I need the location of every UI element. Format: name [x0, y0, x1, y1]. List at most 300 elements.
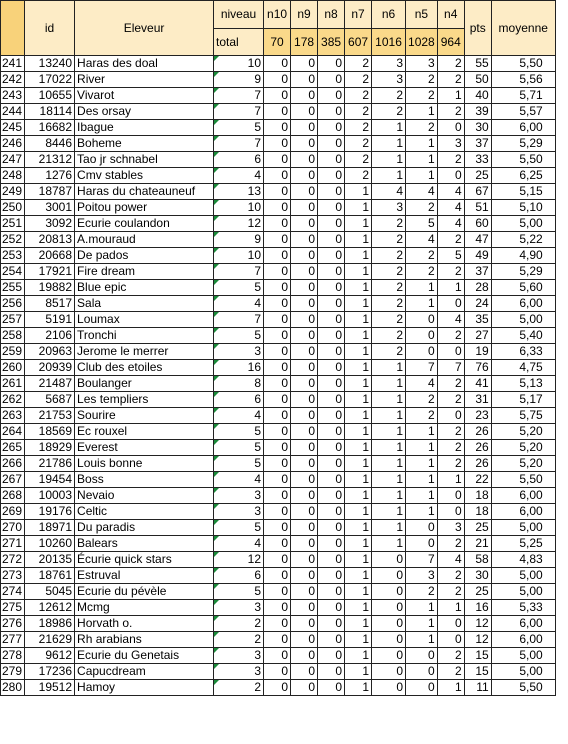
n5-cell[interactable]: 2: [406, 72, 438, 88]
n5-cell[interactable]: 4: [406, 232, 438, 248]
breeder-id[interactable]: 1276: [25, 168, 75, 184]
n5-cell[interactable]: 0: [406, 664, 438, 680]
n10-cell[interactable]: 0: [264, 584, 291, 600]
niveau-cell[interactable]: [214, 424, 264, 440]
n10-cell[interactable]: 0: [264, 168, 291, 184]
n10-cell[interactable]: 0: [264, 296, 291, 312]
n5-cell[interactable]: 1: [406, 632, 438, 648]
breeder-name[interactable]: Haras des doal: [75, 56, 214, 72]
niveau-cell[interactable]: [214, 664, 264, 680]
breeder-name[interactable]: Sala: [75, 296, 214, 312]
n4-cell[interactable]: 2: [437, 456, 464, 472]
breeder-name[interactable]: Les templiers: [75, 392, 214, 408]
n4-cell[interactable]: 0: [437, 344, 464, 360]
n6-cell[interactable]: 3: [372, 56, 406, 72]
niveau-cell[interactable]: [214, 472, 264, 488]
row-number[interactable]: 277: [1, 632, 25, 648]
pts-cell[interactable]: 35: [464, 312, 491, 328]
row-number[interactable]: 247: [1, 152, 25, 168]
n8-cell[interactable]: 0: [318, 456, 345, 472]
n4-cell[interactable]: 0: [437, 616, 464, 632]
n8-cell[interactable]: 0: [318, 616, 345, 632]
n10-cell[interactable]: 0: [264, 264, 291, 280]
moyenne-cell[interactable]: 5,00: [491, 216, 555, 232]
n5-cell[interactable]: 2: [406, 408, 438, 424]
n9-cell[interactable]: 0: [291, 408, 318, 424]
breeder-id[interactable]: 17236: [25, 664, 75, 680]
n8-cell[interactable]: 0: [318, 536, 345, 552]
n4-cell[interactable]: 2: [437, 648, 464, 664]
n9-cell[interactable]: 0: [291, 296, 318, 312]
pts-cell[interactable]: 15: [464, 648, 491, 664]
n10-cell[interactable]: 0: [264, 632, 291, 648]
n8-cell[interactable]: 0: [318, 392, 345, 408]
n7-cell[interactable]: 1: [345, 296, 372, 312]
n6-header[interactable]: n6: [372, 1, 406, 29]
n7-cell[interactable]: 1: [345, 184, 372, 200]
n6-cell[interactable]: 2: [372, 312, 406, 328]
n7-cell[interactable]: 1: [345, 568, 372, 584]
breeder-name[interactable]: Cmv stables: [75, 168, 214, 184]
pts-cell[interactable]: 37: [464, 136, 491, 152]
n8-cell[interactable]: 0: [318, 584, 345, 600]
breeder-id[interactable]: 21786: [25, 456, 75, 472]
breeder-name[interactable]: Mcmg: [75, 600, 214, 616]
breeder-id[interactable]: 8446: [25, 136, 75, 152]
breeder-id[interactable]: 13240: [25, 56, 75, 72]
moyenne-cell[interactable]: 5,40: [491, 328, 555, 344]
breeder-id[interactable]: 17921: [25, 264, 75, 280]
n10-cell[interactable]: 0: [264, 488, 291, 504]
niveau-cell[interactable]: [214, 280, 264, 296]
n6-cell[interactable]: 1: [372, 392, 406, 408]
n9-cell[interactable]: 0: [291, 648, 318, 664]
n8-cell[interactable]: 0: [318, 600, 345, 616]
n6-cell[interactable]: 1: [372, 360, 406, 376]
pts-cell[interactable]: 55: [464, 56, 491, 72]
n10-cell[interactable]: 0: [264, 216, 291, 232]
breeder-name[interactable]: Ecurie du Genetais: [75, 648, 214, 664]
niveau-cell[interactable]: [214, 488, 264, 504]
n5-cell[interactable]: 0: [406, 344, 438, 360]
pts-cell[interactable]: 16: [464, 600, 491, 616]
pts-cell[interactable]: 60: [464, 216, 491, 232]
breeder-name[interactable]: Poitou power: [75, 200, 214, 216]
n5-cell[interactable]: 0: [406, 680, 438, 696]
n5-cell[interactable]: 4: [406, 376, 438, 392]
n8-cell[interactable]: 0: [318, 440, 345, 456]
n8-cell[interactable]: 0: [318, 200, 345, 216]
n10-cell[interactable]: 0: [264, 280, 291, 296]
n8-cell[interactable]: 0: [318, 328, 345, 344]
n9-cell[interactable]: 0: [291, 616, 318, 632]
n8-cell[interactable]: 0: [318, 520, 345, 536]
n7-cell[interactable]: 2: [345, 152, 372, 168]
n10-cell[interactable]: 0: [264, 424, 291, 440]
breeder-name[interactable]: Nevaio: [75, 488, 214, 504]
n6-cell[interactable]: 2: [372, 344, 406, 360]
pts-cell[interactable]: 25: [464, 584, 491, 600]
n4-header[interactable]: n4: [437, 1, 464, 29]
n5-cell[interactable]: 1: [406, 616, 438, 632]
n9-cell[interactable]: 0: [291, 328, 318, 344]
n9-cell[interactable]: 0: [291, 520, 318, 536]
niveau-cell[interactable]: [214, 216, 264, 232]
niveau-cell[interactable]: [214, 312, 264, 328]
moyenne-cell[interactable]: 5,00: [491, 568, 555, 584]
n4-cell[interactable]: 3: [437, 520, 464, 536]
n4-cell[interactable]: 2: [437, 104, 464, 120]
n4-cell[interactable]: 2: [437, 232, 464, 248]
n10-cell[interactable]: 0: [264, 600, 291, 616]
n4-cell[interactable]: 2: [437, 664, 464, 680]
total-n7[interactable]: 607: [345, 29, 372, 56]
n4-cell[interactable]: 2: [437, 536, 464, 552]
n4-cell[interactable]: 2: [437, 568, 464, 584]
niveau-cell[interactable]: [214, 520, 264, 536]
row-number[interactable]: 269: [1, 504, 25, 520]
n7-cell[interactable]: 1: [345, 264, 372, 280]
pts-cell[interactable]: 11: [464, 680, 491, 696]
breeder-id[interactable]: 19882: [25, 280, 75, 296]
n9-cell[interactable]: 0: [291, 424, 318, 440]
n8-cell[interactable]: 0: [318, 56, 345, 72]
breeder-name[interactable]: Fire dream: [75, 264, 214, 280]
niveau-cell[interactable]: [214, 120, 264, 136]
n9-cell[interactable]: 0: [291, 264, 318, 280]
pts-cell[interactable]: 25: [464, 520, 491, 536]
pts-cell[interactable]: 31: [464, 392, 491, 408]
n8-cell[interactable]: 0: [318, 504, 345, 520]
moyenne-cell[interactable]: 5,20: [491, 456, 555, 472]
n8-cell[interactable]: 0: [318, 184, 345, 200]
n8-cell[interactable]: 0: [318, 664, 345, 680]
n5-cell[interactable]: 2: [406, 200, 438, 216]
n10-cell[interactable]: 0: [264, 152, 291, 168]
pts-cell[interactable]: 28: [464, 280, 491, 296]
n6-cell[interactable]: 0: [372, 600, 406, 616]
moyenne-cell[interactable]: 6,00: [491, 488, 555, 504]
n4-cell[interactable]: 2: [437, 584, 464, 600]
n8-cell[interactable]: 0: [318, 680, 345, 696]
breeder-id[interactable]: 10003: [25, 488, 75, 504]
pts-cell[interactable]: 76: [464, 360, 491, 376]
n7-cell[interactable]: 2: [345, 104, 372, 120]
n10-cell[interactable]: 0: [264, 232, 291, 248]
n7-cell[interactable]: 2: [345, 72, 372, 88]
n4-cell[interactable]: 2: [437, 56, 464, 72]
n4-cell[interactable]: 2: [437, 392, 464, 408]
breeder-name[interactable]: Du paradis: [75, 520, 214, 536]
n9-cell[interactable]: 0: [291, 216, 318, 232]
row-number[interactable]: 274: [1, 584, 25, 600]
breeder-id[interactable]: 17022: [25, 72, 75, 88]
n8-cell[interactable]: 0: [318, 376, 345, 392]
breeder-id[interactable]: 3001: [25, 200, 75, 216]
breeder-id[interactable]: 18569: [25, 424, 75, 440]
eleveur-header[interactable]: Eleveur: [75, 1, 214, 56]
n7-cell[interactable]: 2: [345, 136, 372, 152]
breeder-name[interactable]: Ibague: [75, 120, 214, 136]
moyenne-cell[interactable]: 5,33: [491, 600, 555, 616]
niveau-cell[interactable]: [214, 152, 264, 168]
n5-cell[interactable]: 4: [406, 184, 438, 200]
n10-cell[interactable]: 0: [264, 72, 291, 88]
pts-cell[interactable]: 21: [464, 536, 491, 552]
n4-cell[interactable]: 0: [437, 168, 464, 184]
n5-cell[interactable]: 3: [406, 56, 438, 72]
n9-cell[interactable]: 0: [291, 200, 318, 216]
n8-cell[interactable]: 0: [318, 648, 345, 664]
n9-cell[interactable]: 0: [291, 72, 318, 88]
n5-cell[interactable]: 1: [406, 472, 438, 488]
pts-cell[interactable]: 19: [464, 344, 491, 360]
n7-cell[interactable]: 1: [345, 536, 372, 552]
n10-cell[interactable]: 0: [264, 392, 291, 408]
breeder-id[interactable]: 3092: [25, 216, 75, 232]
n5-cell[interactable]: 1: [406, 504, 438, 520]
breeder-name[interactable]: Tao jr schnabel: [75, 152, 214, 168]
breeder-id[interactable]: 21312: [25, 152, 75, 168]
n5-header[interactable]: n5: [406, 1, 438, 29]
n7-cell[interactable]: 1: [345, 376, 372, 392]
row-number[interactable]: 267: [1, 472, 25, 488]
breeder-id[interactable]: 20668: [25, 248, 75, 264]
n6-cell[interactable]: 0: [372, 632, 406, 648]
breeder-id[interactable]: 19454: [25, 472, 75, 488]
pts-cell[interactable]: 41: [464, 376, 491, 392]
total-n5[interactable]: 1028: [406, 29, 438, 56]
n7-cell[interactable]: 1: [345, 344, 372, 360]
n9-cell[interactable]: 0: [291, 680, 318, 696]
n8-cell[interactable]: 0: [318, 488, 345, 504]
niveau-cell[interactable]: [214, 184, 264, 200]
moyenne-cell[interactable]: 5,00: [491, 648, 555, 664]
breeder-name[interactable]: A.mouraud: [75, 232, 214, 248]
n8-cell[interactable]: 0: [318, 360, 345, 376]
breeder-id[interactable]: 5045: [25, 584, 75, 600]
n5-cell[interactable]: 3: [406, 568, 438, 584]
moyenne-header[interactable]: moyenne: [491, 1, 555, 56]
n6-cell[interactable]: 2: [372, 328, 406, 344]
niveau-cell[interactable]: [214, 264, 264, 280]
total-n10[interactable]: 70: [264, 29, 291, 56]
n8-cell[interactable]: 0: [318, 472, 345, 488]
n9-cell[interactable]: 0: [291, 280, 318, 296]
row-number[interactable]: 263: [1, 408, 25, 424]
niveau-cell[interactable]: [214, 104, 264, 120]
n10-cell[interactable]: 0: [264, 536, 291, 552]
row-number[interactable]: 241: [1, 56, 25, 72]
n8-cell[interactable]: 0: [318, 632, 345, 648]
n10-cell[interactable]: 0: [264, 456, 291, 472]
breeder-name[interactable]: Blue epic: [75, 280, 214, 296]
n9-cell[interactable]: 0: [291, 536, 318, 552]
n6-cell[interactable]: 1: [372, 376, 406, 392]
niveau-cell[interactable]: [214, 456, 264, 472]
n6-cell[interactable]: 0: [372, 680, 406, 696]
pts-cell[interactable]: 12: [464, 632, 491, 648]
breeder-name[interactable]: Balears: [75, 536, 214, 552]
n10-cell[interactable]: 0: [264, 472, 291, 488]
n10-cell[interactable]: 0: [264, 408, 291, 424]
niveau-cell[interactable]: [214, 168, 264, 184]
row-number[interactable]: 261: [1, 376, 25, 392]
row-number[interactable]: 265: [1, 440, 25, 456]
n10-cell[interactable]: 0: [264, 56, 291, 72]
breeder-id[interactable]: 18761: [25, 568, 75, 584]
breeder-id[interactable]: 10655: [25, 88, 75, 104]
n4-cell[interactable]: 2: [437, 152, 464, 168]
n9-cell[interactable]: 0: [291, 88, 318, 104]
n4-cell[interactable]: 2: [437, 376, 464, 392]
n6-cell[interactable]: 1: [372, 536, 406, 552]
n5-cell[interactable]: 1: [406, 424, 438, 440]
n8-cell[interactable]: 0: [318, 168, 345, 184]
moyenne-cell[interactable]: 4,90: [491, 248, 555, 264]
row-number[interactable]: 257: [1, 312, 25, 328]
breeder-name[interactable]: Haras du chateauneuf: [75, 184, 214, 200]
n5-cell[interactable]: 2: [406, 264, 438, 280]
total-n9[interactable]: 178: [291, 29, 318, 56]
breeder-name[interactable]: Vivarot: [75, 88, 214, 104]
n6-cell[interactable]: 2: [372, 280, 406, 296]
n5-cell[interactable]: 1: [406, 440, 438, 456]
moyenne-cell[interactable]: 5,00: [491, 584, 555, 600]
breeder-id[interactable]: 18971: [25, 520, 75, 536]
niveau-cell[interactable]: [214, 536, 264, 552]
breeder-id[interactable]: 16682: [25, 120, 75, 136]
breeder-id[interactable]: 18986: [25, 616, 75, 632]
breeder-name[interactable]: Capucdream: [75, 664, 214, 680]
n4-cell[interactable]: 1: [437, 88, 464, 104]
pts-cell[interactable]: 30: [464, 568, 491, 584]
n5-cell[interactable]: 2: [406, 584, 438, 600]
moyenne-cell[interactable]: 5,00: [491, 664, 555, 680]
n8-cell[interactable]: 0: [318, 72, 345, 88]
n9-cell[interactable]: 0: [291, 664, 318, 680]
n4-cell[interactable]: 2: [437, 328, 464, 344]
row-number[interactable]: 271: [1, 536, 25, 552]
n9-cell[interactable]: 0: [291, 568, 318, 584]
n7-cell[interactable]: 1: [345, 360, 372, 376]
niveau-cell[interactable]: [214, 56, 264, 72]
breeder-id[interactable]: 18929: [25, 440, 75, 456]
row-number[interactable]: 268: [1, 488, 25, 504]
row-number[interactable]: 279: [1, 664, 25, 680]
n9-cell[interactable]: 0: [291, 184, 318, 200]
n8-cell[interactable]: 0: [318, 104, 345, 120]
moyenne-cell[interactable]: 5,29: [491, 136, 555, 152]
n4-cell[interactable]: 0: [437, 120, 464, 136]
moyenne-cell[interactable]: 5,56: [491, 72, 555, 88]
n7-cell[interactable]: 2: [345, 56, 372, 72]
n7-cell[interactable]: 1: [345, 200, 372, 216]
n10-cell[interactable]: 0: [264, 440, 291, 456]
pts-cell[interactable]: 18: [464, 504, 491, 520]
breeder-name[interactable]: Celtic: [75, 504, 214, 520]
breeder-id[interactable]: 19176: [25, 504, 75, 520]
niveau-cell[interactable]: [214, 392, 264, 408]
moyenne-cell[interactable]: 6,00: [491, 616, 555, 632]
n7-cell[interactable]: 1: [345, 488, 372, 504]
niveau-header[interactable]: niveau: [214, 1, 264, 29]
moyenne-cell[interactable]: 5,75: [491, 408, 555, 424]
n7-cell[interactable]: 1: [345, 664, 372, 680]
n7-cell[interactable]: 1: [345, 680, 372, 696]
n8-cell[interactable]: 0: [318, 120, 345, 136]
n5-cell[interactable]: 1: [406, 168, 438, 184]
n7-cell[interactable]: 1: [345, 424, 372, 440]
n10-cell[interactable]: 0: [264, 328, 291, 344]
moyenne-cell[interactable]: 5,29: [491, 264, 555, 280]
n9-cell[interactable]: 0: [291, 360, 318, 376]
breeder-id[interactable]: 12612: [25, 600, 75, 616]
pts-cell[interactable]: 49: [464, 248, 491, 264]
n9-cell[interactable]: 0: [291, 552, 318, 568]
breeder-name[interactable]: Boss: [75, 472, 214, 488]
moyenne-cell[interactable]: 6,00: [491, 120, 555, 136]
row-number[interactable]: 262: [1, 392, 25, 408]
breeder-name[interactable]: Estruval: [75, 568, 214, 584]
niveau-cell[interactable]: [214, 648, 264, 664]
niveau-cell[interactable]: [214, 328, 264, 344]
pts-cell[interactable]: 51: [464, 200, 491, 216]
moyenne-cell[interactable]: 5,20: [491, 424, 555, 440]
niveau-cell[interactable]: [214, 232, 264, 248]
n5-cell[interactable]: 1: [406, 280, 438, 296]
breeder-id[interactable]: 20963: [25, 344, 75, 360]
niveau-cell[interactable]: [214, 552, 264, 568]
n10-cell[interactable]: 0: [264, 552, 291, 568]
moyenne-cell[interactable]: 5,50: [491, 152, 555, 168]
n8-cell[interactable]: 0: [318, 424, 345, 440]
n10-cell[interactable]: 0: [264, 680, 291, 696]
breeder-name[interactable]: Sourire: [75, 408, 214, 424]
row-number[interactable]: 255: [1, 280, 25, 296]
breeder-id[interactable]: 5191: [25, 312, 75, 328]
pts-cell[interactable]: 33: [464, 152, 491, 168]
breeder-id[interactable]: 21753: [25, 408, 75, 424]
moyenne-cell[interactable]: 5,71: [491, 88, 555, 104]
row-number[interactable]: 254: [1, 264, 25, 280]
niveau-cell[interactable]: [214, 360, 264, 376]
row-number[interactable]: 266: [1, 456, 25, 472]
moyenne-cell[interactable]: 6,00: [491, 504, 555, 520]
n9-cell[interactable]: 0: [291, 168, 318, 184]
n7-cell[interactable]: 1: [345, 280, 372, 296]
breeder-id[interactable]: 21629: [25, 632, 75, 648]
n4-cell[interactable]: 7: [437, 360, 464, 376]
n9-cell[interactable]: 0: [291, 392, 318, 408]
n10-cell[interactable]: 0: [264, 504, 291, 520]
breeder-id[interactable]: 5687: [25, 392, 75, 408]
n7-cell[interactable]: 1: [345, 328, 372, 344]
breeder-name[interactable]: Hamoy: [75, 680, 214, 696]
n5-cell[interactable]: 1: [406, 152, 438, 168]
n7-cell[interactable]: 1: [345, 392, 372, 408]
niveau-cell[interactable]: [214, 200, 264, 216]
n9-cell[interactable]: 0: [291, 248, 318, 264]
breeder-name[interactable]: Boulanger: [75, 376, 214, 392]
n4-cell[interactable]: 4: [437, 216, 464, 232]
n4-cell[interactable]: 2: [437, 424, 464, 440]
n7-cell[interactable]: 2: [345, 168, 372, 184]
pts-cell[interactable]: 26: [464, 440, 491, 456]
breeder-name[interactable]: Club des etoiles: [75, 360, 214, 376]
niveau-cell[interactable]: [214, 296, 264, 312]
n8-cell[interactable]: 0: [318, 568, 345, 584]
